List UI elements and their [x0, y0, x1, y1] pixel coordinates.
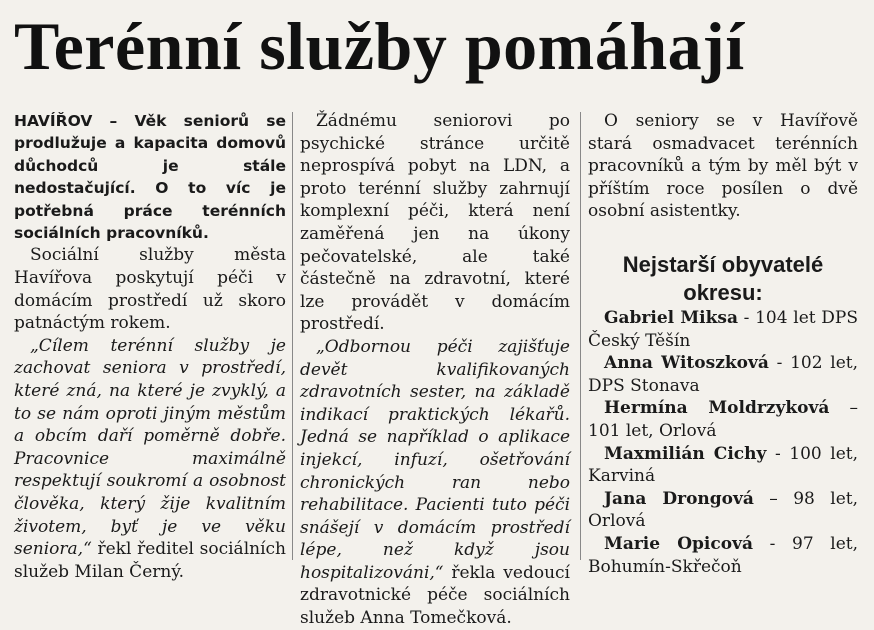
column-2 — [300, 110, 570, 630]
attribution-text: řekla vedoucí zdravotnické péče sociálních služeb Anna Tomečková. — [300, 562, 570, 629]
person-name: Hermína Moldrzyková — [604, 398, 830, 419]
list-item — [588, 307, 858, 352]
person-info: - 97 let, Bohumín-Skřečoň — [588, 533, 859, 577]
person-name: Jana Drongová — [604, 488, 754, 509]
person-name: Maxmilián Cichy — [604, 443, 767, 464]
oldest-residents-list — [588, 307, 858, 578]
person-name: Anna Witoszková — [604, 353, 769, 374]
oldest-residents-title: Nejstarší obyvatelé okresu: — [622, 251, 824, 305]
headline: Terénní služby pomáhají — [14, 8, 745, 84]
list-item — [588, 443, 858, 488]
person-name: Gabriel Miksa — [604, 307, 738, 328]
quote-text: „Cílem terénní služby je zachovat seniora v prostředí, které zná, na které je zvyklý, a to se nám oproti jiným městům a obcím daří poměrně dobře. Pracovnice maximálně respektují soukromí a osobnost člověka, který žije kvalitním životem, byť je ve věku seniora,“ — [14, 335, 286, 560]
list-item — [588, 533, 858, 578]
paragraph: Sociální služby města Havířova poskytují péči v domácím prostředí už skoro patnáctým rokem. — [14, 245, 286, 334]
list-item — [588, 352, 858, 397]
quote-paragraph — [14, 335, 286, 584]
list-item — [588, 397, 858, 442]
person-info: - 104 let DPS Český Těšín — [588, 307, 858, 351]
column-divider — [292, 112, 293, 560]
person-info: – 98 let, Orlová — [588, 488, 859, 532]
quote-paragraph — [300, 336, 570, 630]
quote-text: „Odbornou péči zajišťuje devět kvalifikovaných zdravotních sester, na základě indikací praktických lékařů. Jedná se například o aplikace injekcí, infuzí, ošetřování chronických ran nebo rehabilitace. Pacienti tuto péči snášejí v domácím prostředí lépe, než když jsou hospitalizováni,“ — [300, 336, 570, 583]
person-name: Marie Opicová — [604, 533, 753, 554]
list-item — [588, 488, 858, 533]
paragraph: Žádnému seniorovi po psychické stránce určitě neprospívá pobyt na LDN, a proto terénní služby zahrnují komplexní péči, která není zaměřená jen na úkony pečovatelské, ale také částečně na zdravotní, které lze provádět v domácím prostředí. — [300, 111, 570, 335]
person-info: - 100 let, Karviná — [588, 443, 859, 487]
column-1 — [14, 110, 286, 583]
attribution-text: řekl ředitel sociálních služeb Milan Černý. — [14, 539, 286, 582]
person-info: - 102 let, DPS Stonava — [588, 353, 858, 396]
lead-paragraph: HAVÍŘOV – Věk seniorů se prodlužuje a kapacita domovů důchodců je stále nedostačující. O to víc je potřebná práce terénních sociálních pracovníků. — [14, 112, 286, 243]
column-divider — [580, 112, 581, 560]
person-info: – 101 let, Orlová — [588, 398, 859, 441]
paragraph: O seniory se v Havířově stará osmadvacet terénních pracovníků a tým by měl být v příštím roce posílen o dvě osobní asistentky. — [588, 111, 858, 222]
column-3 — [588, 110, 858, 578]
